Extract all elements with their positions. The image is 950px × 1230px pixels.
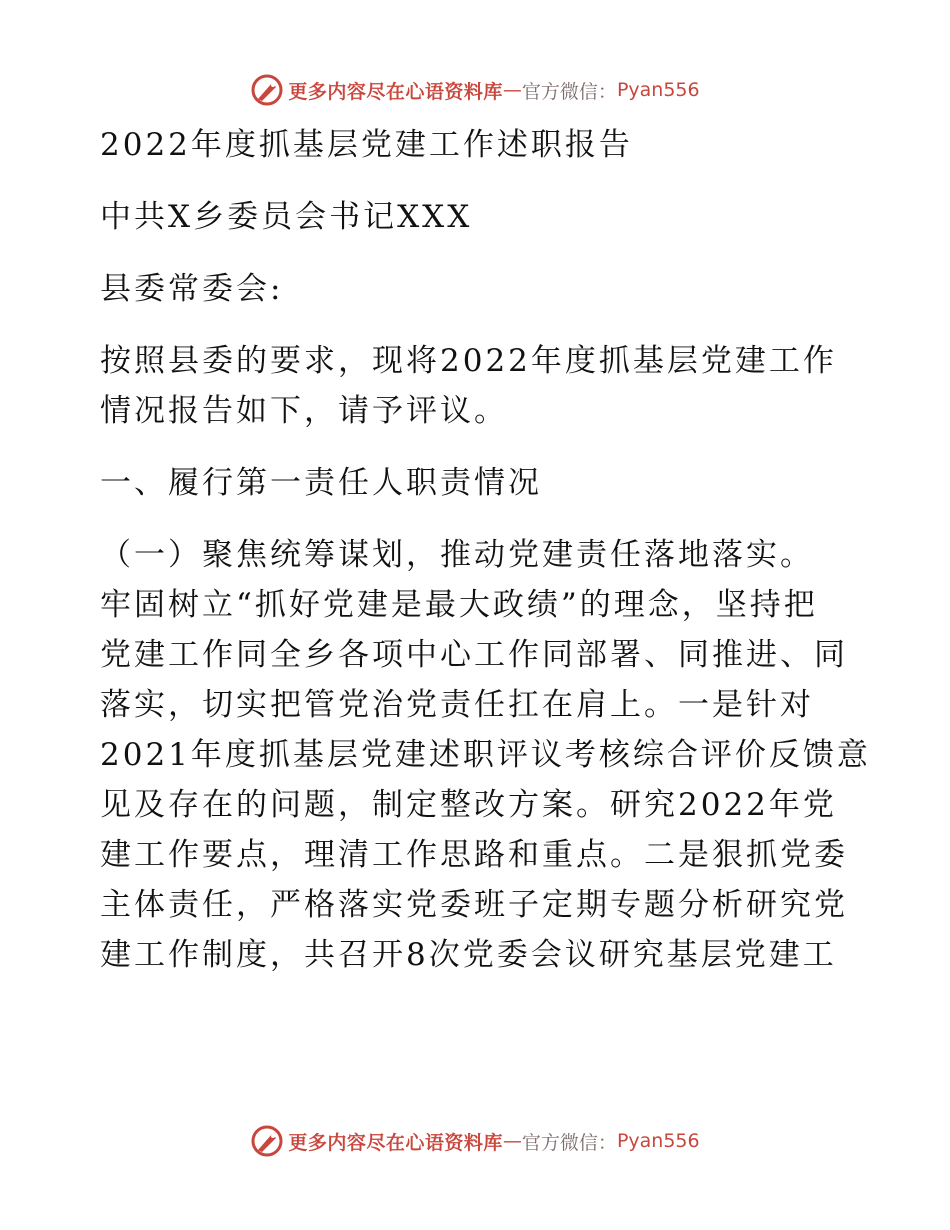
header-watermark [0, 70, 950, 110]
pen-nib-logo-icon [250, 73, 284, 107]
watermark-wechat-id: Pyan556 [616, 1130, 700, 1152]
watermark-separator: — [502, 1130, 522, 1152]
paragraph-line: 主体责任，严格落实党委班子定期专题分析研究党 [100, 887, 848, 923]
intro-paragraph [100, 336, 860, 436]
paragraph-line: 情况报告如下，请予评议。 [100, 393, 508, 429]
document-author: 中共X乡委员会书记XXX [100, 199, 473, 235]
watermark-main-text: 更多内容尽在心语资料库 [288, 1131, 503, 1154]
document-salutation: 县委常委会: [100, 271, 284, 307]
paragraph-line: 落实，切实把管党治党责任扛在肩上。一是针对 [100, 687, 814, 723]
paragraph-line: 党建工作同全乡各项中心工作同部署、同推进、同 [100, 637, 848, 673]
paragraph-line: 建工作要点，理清工作思路和重点。二是狠抓党委 [100, 837, 848, 873]
watermark-main-text: 更多内容尽在心语资料库 [288, 80, 503, 103]
paragraph-line: 2021年度抓基层党建述职评议考核综合评价反馈意 [100, 737, 871, 773]
watermark-wechat-id: Pyan556 [616, 79, 700, 101]
paragraph-line: 按照县委的要求，现将2022年度抓基层党建工作 [100, 343, 837, 379]
document-body [100, 120, 871, 980]
subsection-paragraph [100, 530, 871, 980]
paragraph-line: 牢固树立“抓好党建是最大政绩”的理念，坚持把 [100, 587, 818, 623]
watermark-separator: — [502, 79, 522, 101]
footer-watermark [0, 1121, 950, 1161]
subsection-heading: （一）聚焦统筹谋划，推动党建责任落地落实。 [100, 537, 814, 573]
section-heading: 一、履行第一责任人职责情况 [100, 465, 542, 501]
paragraph-line: 建工作制度，共召开8次党委会议研究基层党建工 [100, 937, 837, 973]
pen-nib-logo-icon [250, 1124, 284, 1158]
document-title: 2022年度抓基层党建工作述职报告 [100, 127, 633, 163]
watermark-wechat-label: 官方微信： [521, 1131, 617, 1154]
watermark-wechat-label: 官方微信： [521, 80, 617, 103]
paragraph-line: 见及存在的问题，制定整改方案。研究2022年党 [100, 787, 837, 823]
